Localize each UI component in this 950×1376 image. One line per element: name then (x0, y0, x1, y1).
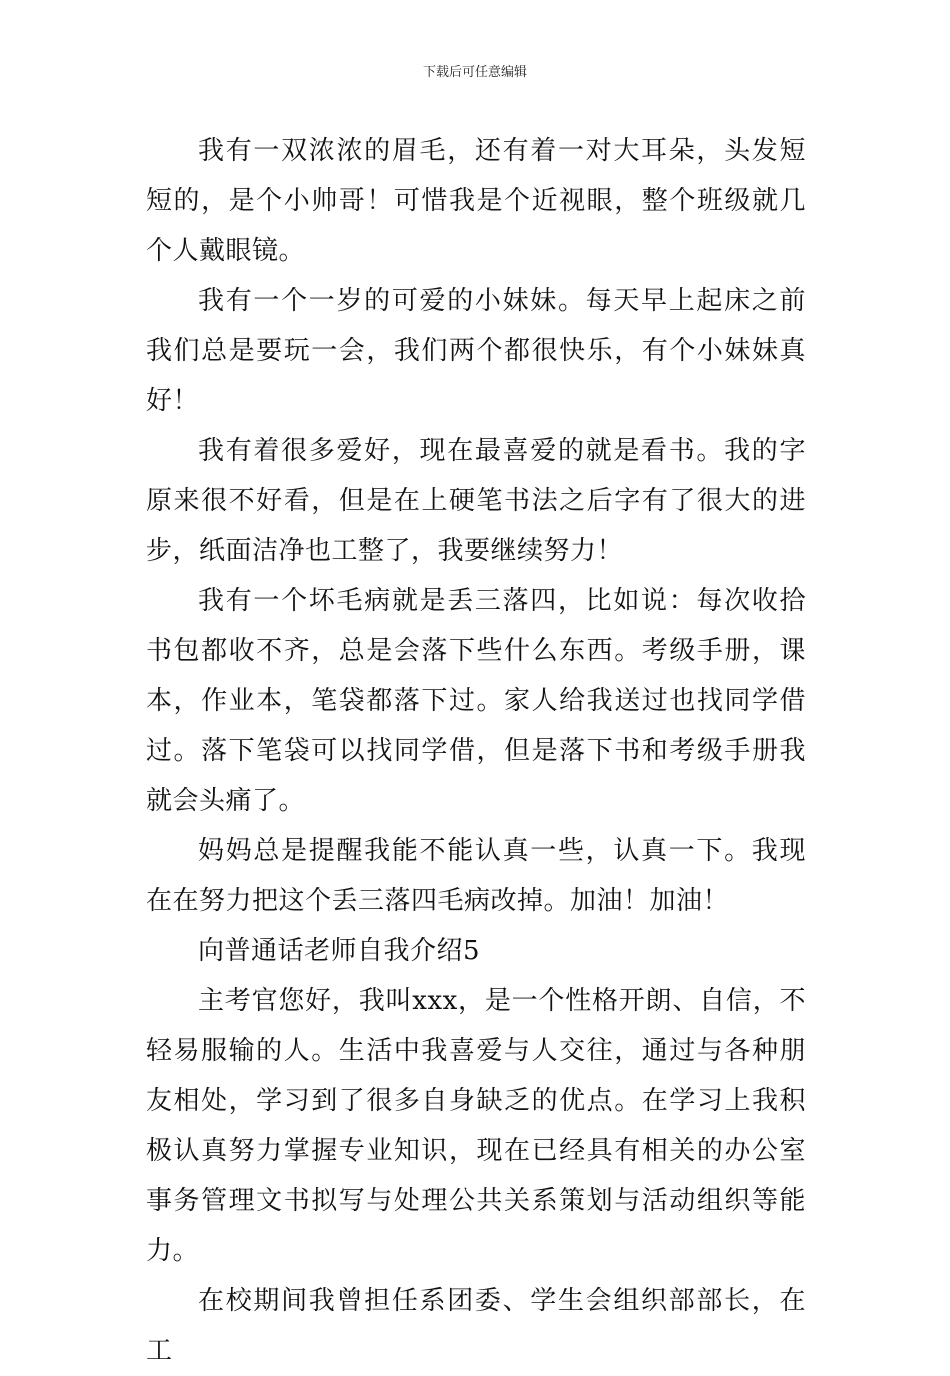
document-body (146, 126, 806, 1376)
paragraph-little-sister: 我有一个一岁的可爱的小妹妹。每天早上起床之前我们总是要玩一会，我们两个都很快乐，有个小妹妹真好！ (146, 286, 806, 416)
page-header: 下载后可任意编辑 (422, 65, 527, 80)
paragraph-appearance: 我有一双浓浓的眉毛，还有着一对大耳朵，头发短短的，是个小帅哥！可惜我是个近视眼，整个班级就几个人戴眼镜。 (146, 136, 806, 266)
paragraph-school-roles: 在校期间我曾担任系团委、学生会组织部部长，在工 (146, 1286, 806, 1366)
paragraph-introduction: 主考官您好，我叫xxx，是一个性格开朗、自信，不轻易服输的人。生活中我喜爱与人交往，通过与各种朋友相处，学习到了很多自身缺乏的优点。在学习上我积极认真努力掌握专业知识，现在已经具有相关的办公室事务管理文书拟写与处理公共关系策划与活动组织等能力。 (146, 986, 806, 1266)
paragraph-mom-reminder: 妈妈总是提醒我能不能认真一些，认真一下。我现在在努力把这个丢三落四毛病改掉。加油！加油！ (146, 836, 806, 916)
paragraph-bad-habit: 我有一个坏毛病就是丢三落四，比如说：每次收拾书包都收不齐，总是会落下些什么东西。考级手册，课本，作业本，笔袋都落下过。家人给我送过也找同学借过。落下笔袋可以找同学借，但是落下书和考级手册我就会头痛了。 (146, 586, 806, 816)
paragraph-hobbies: 我有着很多爱好，现在最喜爱的就是看书。我的字原来很不好看，但是在上硬笔书法之后字有了很大的进步，纸面洁净也工整了，我要继续努力！ (146, 436, 806, 566)
section-heading: 向普通话老师自我介绍5 (198, 936, 481, 966)
